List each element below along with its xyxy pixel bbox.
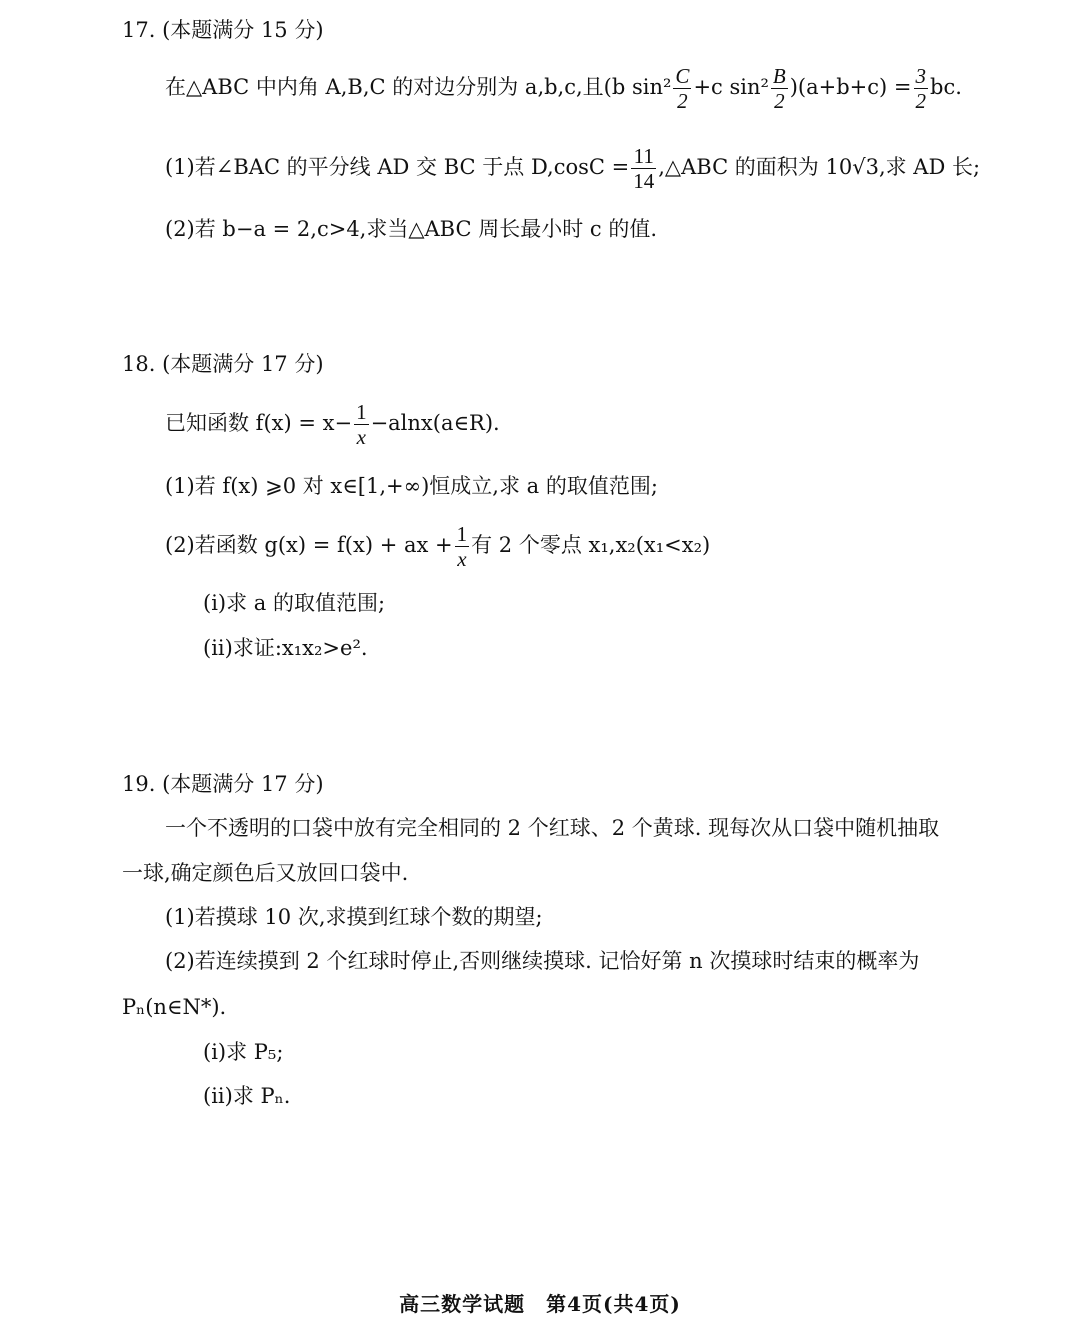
- q17-part1-frac-den: 14: [633, 169, 655, 193]
- q17-part1-frac-num: 11: [631, 144, 656, 169]
- q17-stem-mid: +c sin²: [693, 75, 769, 99]
- q17-frac-c: [673, 64, 691, 113]
- q18-part2-post: 有 2 个零点 x₁,x₂(x₁<x₂): [471, 533, 711, 557]
- q19-part2-ii: (ii)求 Pₙ.: [203, 1084, 291, 1108]
- page-footer: 高三数学试题 第4页(共4页): [399, 1292, 681, 1316]
- q18-part2-frac: [455, 522, 470, 571]
- q17-frac-3-den: 2: [915, 89, 926, 113]
- q17-part1-frac: [631, 144, 656, 193]
- q18-part2-ii: (ii)求证:x₁x₂>e².: [203, 636, 368, 660]
- q18-stem-frac-num: 1: [356, 400, 367, 424]
- q17-frac-b-den: 2: [774, 89, 785, 113]
- q17-stem: [165, 64, 962, 113]
- q17-stem-mid2: )(a+b+c) =: [789, 75, 912, 99]
- q18-part2-frac-den: x: [457, 547, 467, 571]
- q18-stem-frac: [354, 400, 369, 449]
- q17-part1-post: ,△ABC 的面积为 10√3,求 AD 长;: [658, 155, 981, 179]
- q17-frac-c-den: 2: [677, 89, 688, 113]
- q17-frac-b-num: B: [772, 64, 786, 88]
- q19-stem-line1: 一个不透明的口袋中放有完全相同的 2 个红球、2 个黄球. 现每次从口袋中随机抽取: [165, 816, 940, 840]
- q19-part1: (1)若摸球 10 次,求摸到红球个数的期望;: [165, 905, 543, 929]
- q18-part2-frac-num: 1: [456, 522, 468, 546]
- q18-stem-frac-den: x: [356, 425, 366, 449]
- q18-part2: [165, 522, 710, 571]
- q19-stem-line2: 一球,确定颜色后又放回口袋中.: [122, 861, 409, 885]
- q18-stem-post: −alnx(a∈R).: [370, 411, 500, 435]
- q17-frac-3: [914, 64, 929, 113]
- q18-part1: (1)若 f(x) ⩾0 对 x∈[1,+∞)恒成立,求 a 的取值范围;: [165, 474, 658, 498]
- q17-frac-b: [771, 64, 788, 113]
- q17-part2: (2)若 b−a = 2,c>4,求当△ABC 周长最小时 c 的值.: [165, 217, 658, 241]
- q18-part2-i: (i)求 a 的取值范围;: [203, 591, 386, 615]
- q17-stem-post: bc.: [930, 75, 962, 99]
- q17-heading: 17. (本题满分 15 分): [122, 18, 324, 42]
- q19-part2-line2: Pₙ(n∈N*).: [122, 995, 227, 1019]
- q18-stem: [165, 400, 500, 449]
- q17-part1: [165, 144, 980, 193]
- q18-part2-pre: (2)若函数 g(x) = f(x) + ax +: [165, 533, 453, 557]
- q17-part1-pre: (1)若∠BAC 的平分线 AD 交 BC 于点 D,cosC =: [165, 155, 630, 179]
- q19-heading: 19. (本题满分 17 分): [122, 772, 324, 796]
- q19-part2-i: (i)求 P₅;: [203, 1040, 284, 1064]
- q17-frac-3-num: 3: [915, 64, 926, 88]
- q18-heading: 18. (本题满分 17 分): [122, 352, 324, 376]
- q17-frac-c-num: C: [675, 64, 690, 88]
- q18-stem-pre: 已知函数 f(x) = x−: [165, 411, 353, 435]
- q19-part2-line1: (2)若连续摸到 2 个红球时停止,否则继续摸球. 记恰好第 n 次摸球时结束的概率为: [165, 949, 920, 973]
- q17-stem-pre: 在△ABC 中内角 A,B,C 的对边分别为 a,b,c,且(b sin²: [165, 75, 672, 99]
